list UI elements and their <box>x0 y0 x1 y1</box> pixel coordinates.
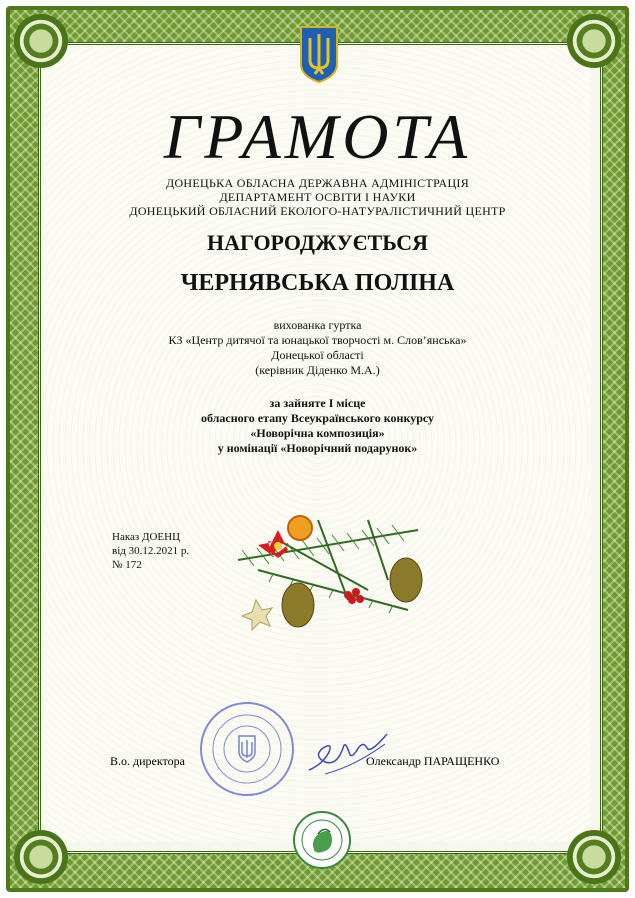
eco-center-logo-icon <box>292 810 352 870</box>
signatory-name: Олександр ПАРАЩЕНКО <box>366 754 500 768</box>
corner-ornament <box>14 14 68 68</box>
certificate-title: ГРАМОТА <box>163 101 472 172</box>
recipient-info: КЗ «Центр дитячої та юнацької творчості м. Слов’янська» <box>168 333 467 347</box>
order-reference <box>112 530 189 572</box>
recipient-name: ЧЕРНЯВСЬКА ПОЛІНА <box>180 270 455 296</box>
order-line: Наказ ДОЕНЦ <box>112 531 181 543</box>
corner-ornament <box>567 830 621 884</box>
award-reason: за зайняте І місце <box>269 396 366 410</box>
order-line: від 30.12.2021 р. <box>112 545 190 557</box>
signatory-position: В.о. директора <box>110 754 185 768</box>
trident-coat-of-arms-icon <box>298 24 340 84</box>
corner-ornament <box>567 14 621 68</box>
award-reason: обласного етапу Всеукраїнського конкурсу <box>200 411 435 425</box>
issuer-line: ДЕПАРТАМЕНТ ОСВІТИ І НАУКИ <box>219 190 416 204</box>
issuer-line: ДОНЕЦЬКА ОБЛАСНА ДЕРЖАВНА АДМІНІСТРАЦІЯ <box>165 176 470 190</box>
award-reason: у номінації «Новорічний подарунок» <box>217 441 418 455</box>
christmas-decoration-icon <box>218 500 430 640</box>
order-line: № 172 <box>112 559 142 571</box>
corner-ornament <box>14 830 68 884</box>
official-stamp <box>198 700 296 798</box>
recipient-info: (керівник Діденко М.А.) <box>255 363 380 377</box>
recipient-info: Донецької області <box>271 348 364 362</box>
issuer-line: ДОНЕЦЬКИЙ ОБЛАСНИЙ ЕКОЛОГО-НАТУРАЛІСТИЧНИЙ ЦЕНТР <box>129 204 506 218</box>
award-reason: «Новорічна композиція» <box>250 426 385 440</box>
recipient-info: вихованка гуртка <box>273 318 362 332</box>
awarded-label: НАГОРОДЖУЄТЬСЯ <box>207 230 428 255</box>
signature <box>305 728 391 778</box>
